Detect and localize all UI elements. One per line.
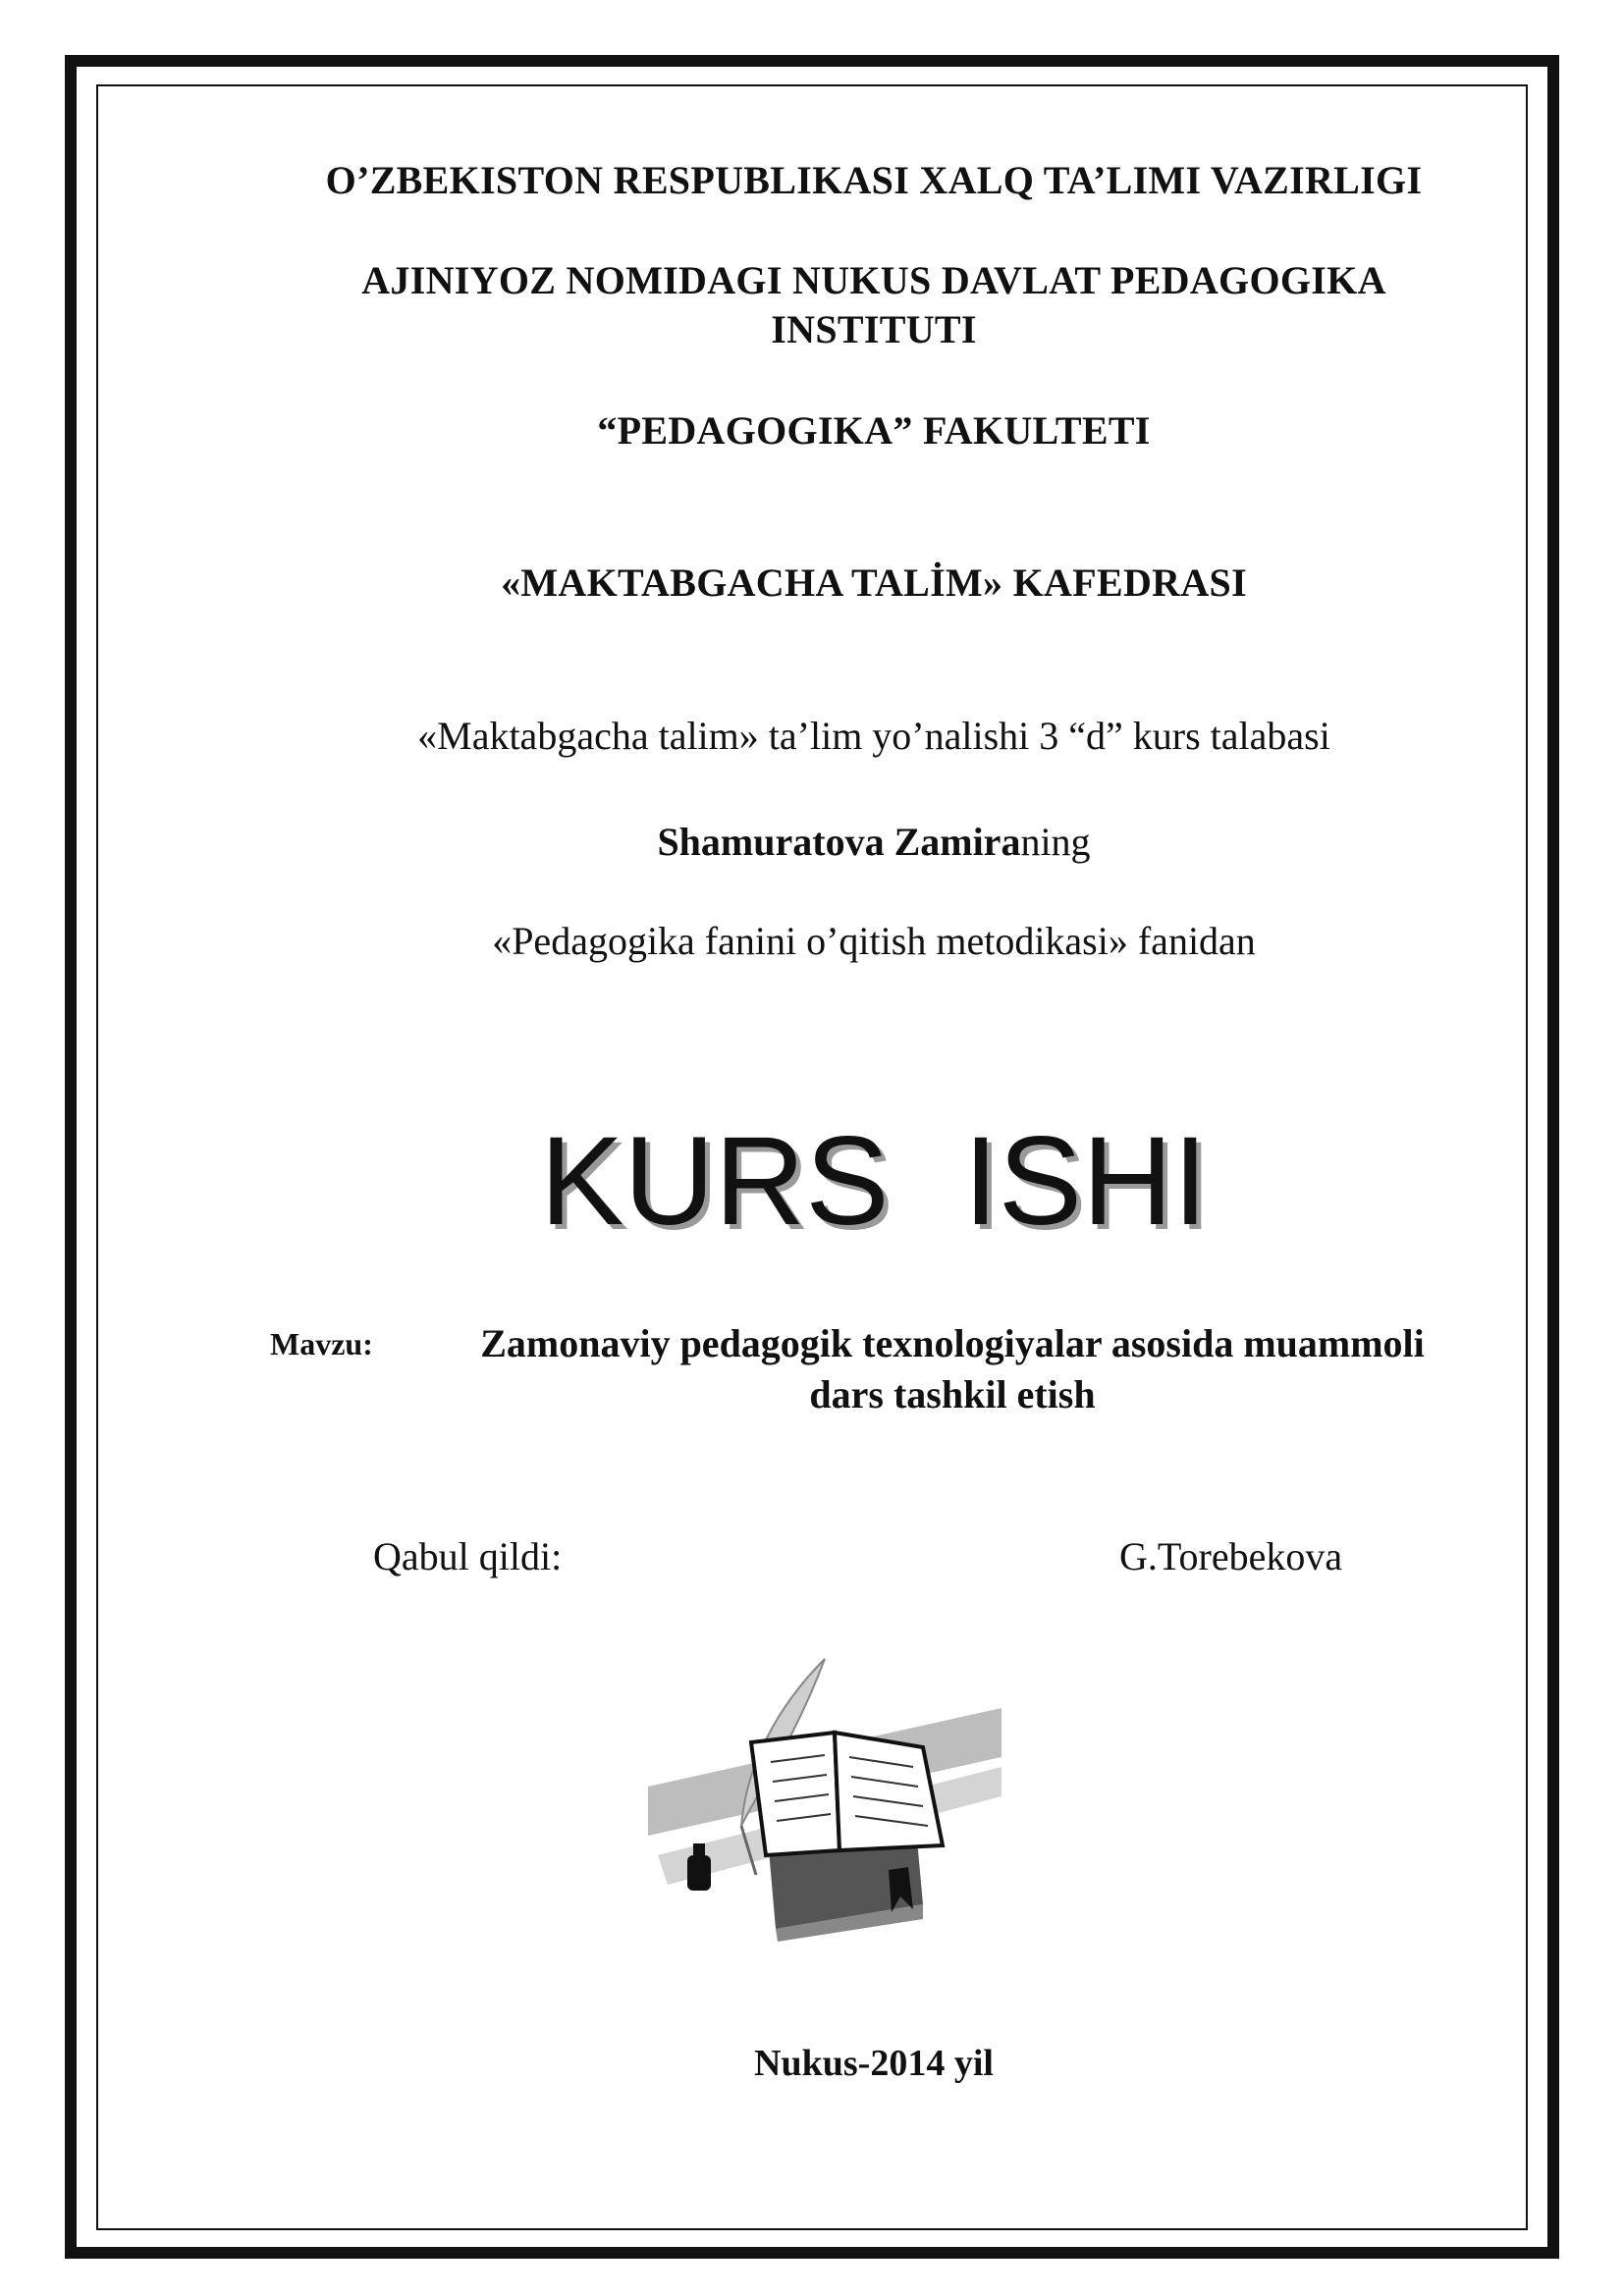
place-and-year: Nukus-2014 yil [754, 2043, 994, 2084]
topic-line2: dars tashkil etish [809, 1372, 1096, 1416]
frame-top [65, 55, 1559, 67]
frame-bottom [65, 2247, 1559, 2259]
institute-title-line1: AJINIYOZ NOMIDAGI NUKUS DAVLAT PEDAGOGIKA [361, 258, 1386, 302]
document-title: KURS ISHI [539, 1111, 1209, 1252]
student-name-suffix: ning [1020, 820, 1091, 864]
student-name-bold: Shamuratova Zamira [657, 820, 1021, 864]
faculty-title: “PEDAGOGIKA” FAKULTETI [597, 408, 1151, 453]
topic-label: Mavzu: [270, 1326, 373, 1362]
topic-line1: Zamonaviy pedagogik texnologiyalar asosida muammoli [480, 1321, 1425, 1365]
department-title: «MAKTABGACHA TALİM» KAFEDRASI [501, 561, 1247, 605]
accepted-by-name: G.Torebekova [1119, 1534, 1343, 1578]
frame-left [65, 55, 77, 2259]
institute-title-line2: INSTITUTI [771, 307, 977, 351]
accepted-by-label: Qabul qildi: [373, 1534, 563, 1578]
subject-line: «Pedagogika fanini o’qitish metodikasi» fanidan [492, 919, 1256, 963]
ministry-title: O’ZBEKISTON RESPUBLIKASI XALQ TA’LIMI VAZIRLIGI [325, 158, 1423, 202]
book-quill-inkwell-icon [628, 1649, 1021, 1944]
student-direction: «Maktabgacha talim» ta’lim yo’nalishi 3 “d” kurs talabasi [417, 714, 1330, 758]
student-name [196, 819, 1551, 865]
